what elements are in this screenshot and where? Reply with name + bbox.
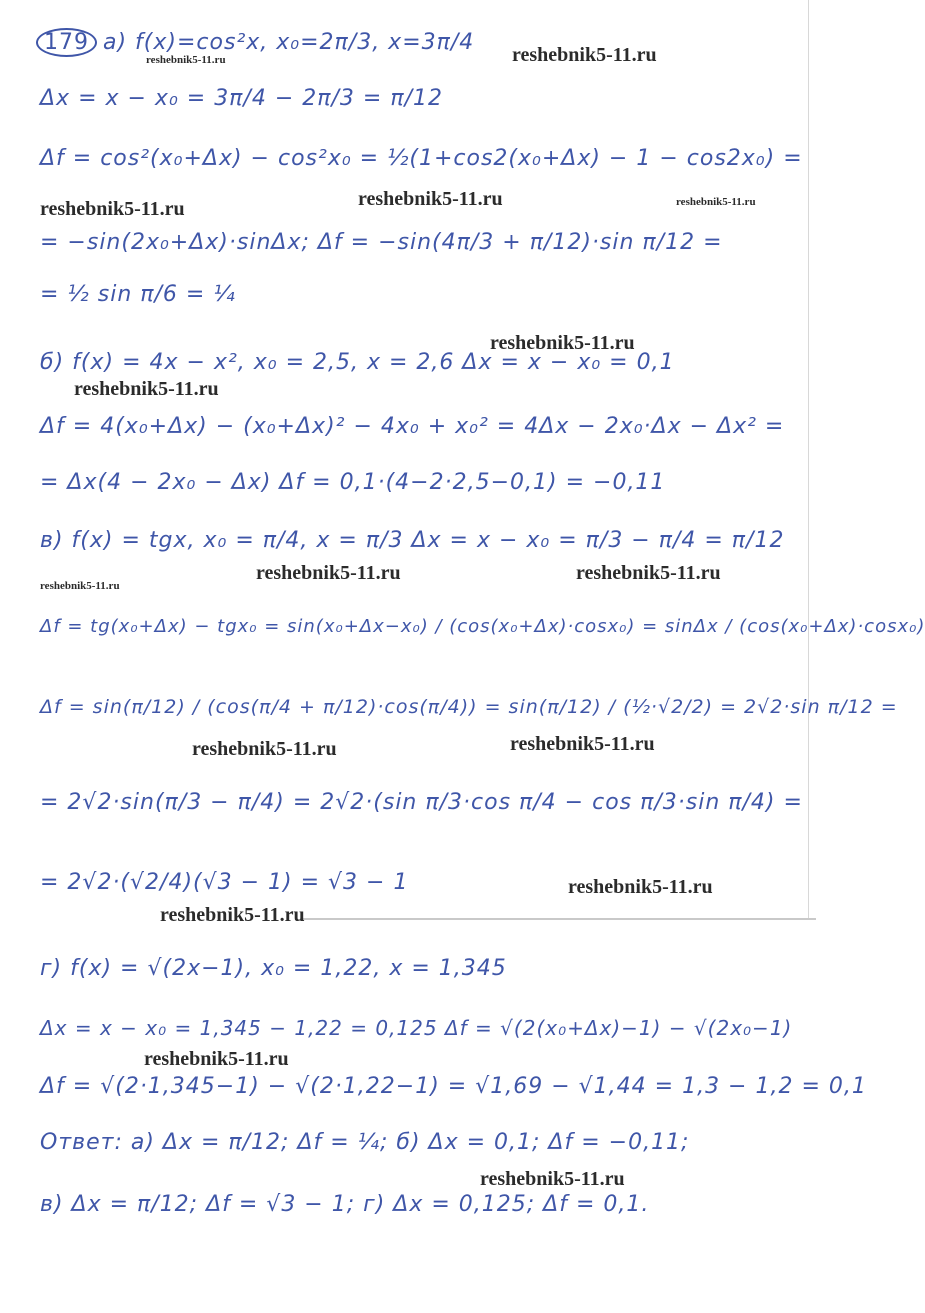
watermark: reshebnik5-11.ru	[358, 188, 503, 210]
watermark: reshebnik5-11.ru	[192, 738, 337, 760]
page-edge-divider	[808, 0, 809, 918]
watermark: reshebnik5-11.ru	[74, 378, 219, 400]
solution-line-g-header: г) f(x) = √(2x−1), x₀ = 1,22, x = 1,345	[40, 956, 507, 981]
watermark: reshebnik5-11.ru	[40, 198, 185, 220]
solution-line-b-header: б) f(x) = 4x − x², x₀ = 2,5, x = 2,6 Δx = x − x₀ = 0,1	[40, 350, 675, 375]
line-text: а) f(x)=cos²x, x₀=2π/3, x=3π/4	[103, 30, 475, 55]
solution-line: Δf = sin(π/12) / (cos(π/4 + π/12)·cos(π/4)) = sin(π/12) / (½·√2/2) = 2√2·sin π/12 =	[40, 696, 898, 718]
solution-line: = 2√2·(√2/4)(√3 − 1) = √3 − 1	[40, 870, 409, 895]
solution-line: Δf = √(2·1,345−1) − √(2·1,22−1) = √1,69 − √1,44 = 1,3 − 1,2 = 0,1	[40, 1074, 867, 1099]
watermark: reshebnik5-11.ru	[144, 1048, 289, 1070]
watermark: reshebnik5-11.ru	[568, 876, 713, 898]
solution-line-a-header	[36, 28, 474, 57]
watermark: reshebnik5-11.ru	[146, 54, 226, 66]
watermark: reshebnik5-11.ru	[576, 562, 721, 584]
answer-line-1: Ответ: а) Δx = π/12; Δf = ¼; б) Δx = 0,1; Δf = −0,11;	[40, 1130, 690, 1155]
solution-line: Δf = 4(x₀+Δx) − (x₀+Δx)² − 4x₀ + x₀² = 4Δx − 2x₀·Δx − Δx² =	[40, 414, 785, 439]
watermark: reshebnik5-11.ru	[40, 580, 120, 592]
solution-line: Δf = tg(x₀+Δx) − tgx₀ = sin(x₀+Δx−x₀) / (cos(x₀+Δx)·cosx₀) = sinΔx / (cos(x₀+Δx)·cosx₀)	[40, 616, 925, 637]
watermark: reshebnik5-11.ru	[512, 44, 657, 66]
solution-line: = ½ sin π/6 = ¼	[40, 282, 236, 307]
watermark: reshebnik5-11.ru	[256, 562, 401, 584]
watermark: reshebnik5-11.ru	[480, 1168, 625, 1190]
problem-number-badge: 179	[36, 28, 97, 57]
solution-line: Δf = cos²(x₀+Δx) − cos²x₀ = ½(1+cos2(x₀+Δx) − 1 − cos2x₀) =	[40, 146, 803, 171]
solution-line-v-header: в) f(x) = tgx, x₀ = π/4, x = π/3 Δx = x − x₀ = π/3 − π/4 = π/12	[40, 528, 785, 553]
solution-line: Δx = x − x₀ = 1,345 − 1,22 = 0,125 Δf = √(2(x₀+Δx)−1) − √(2x₀−1)	[40, 1016, 793, 1040]
solution-line: = −sin(2x₀+Δx)·sinΔx; Δf = −sin(4π/3 + π/12)·sin π/12 =	[40, 230, 723, 255]
watermark: reshebnik5-11.ru	[676, 196, 756, 208]
solution-line: = 2√2·sin(π/3 − π/4) = 2√2·(sin π/3·cos π/4 − cos π/3·sin π/4) =	[40, 790, 803, 815]
solution-line: = Δx(4 − 2x₀ − Δx) Δf = 0,1·(4−2·2,5−0,1) = −0,11	[40, 470, 666, 495]
solution-line: Δx = x − x₀ = 3π/4 − 2π/3 = π/12	[40, 86, 443, 111]
watermark: reshebnik5-11.ru	[160, 904, 305, 926]
page-bottom-divider	[300, 918, 816, 920]
answer-line-2: в) Δx = π/12; Δf = √3 − 1; г) Δx = 0,125; Δf = 0,1.	[40, 1192, 650, 1217]
watermark: reshebnik5-11.ru	[510, 733, 655, 755]
watermark: reshebnik5-11.ru	[490, 332, 635, 354]
